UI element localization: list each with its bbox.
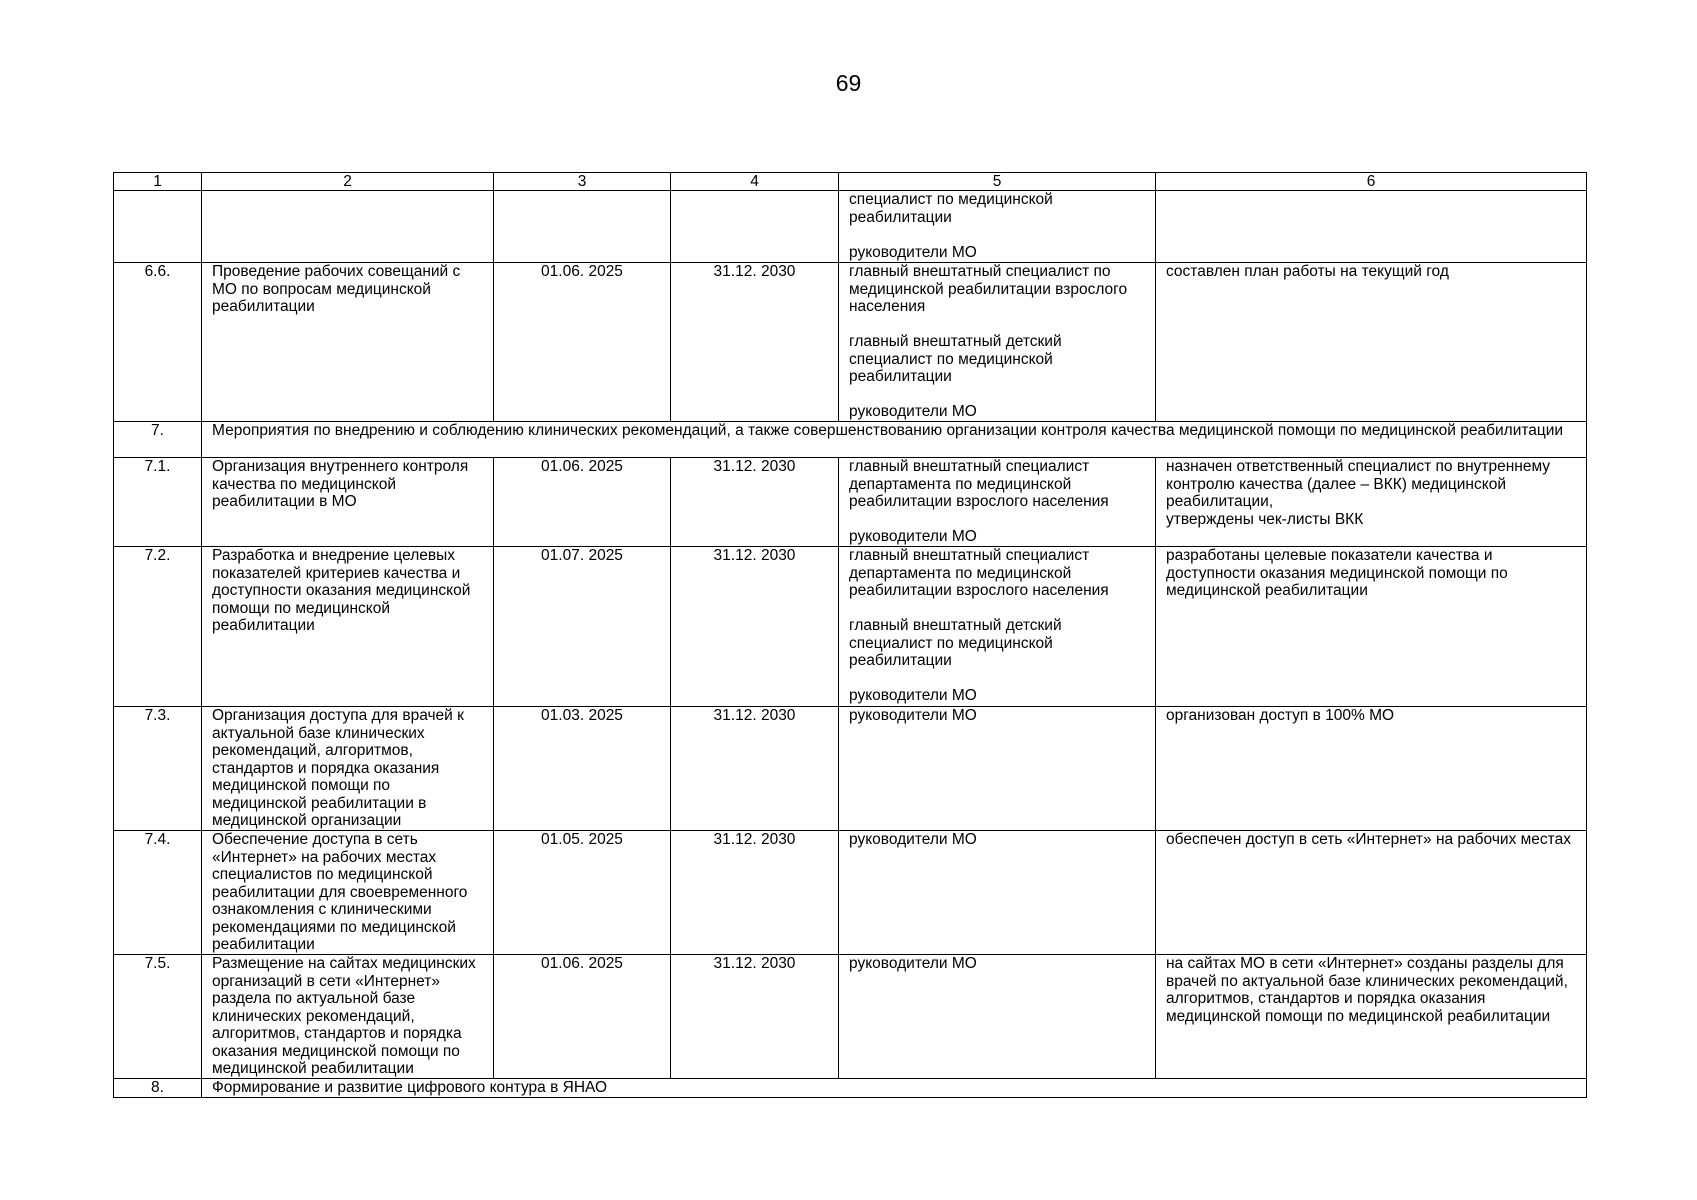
start-date-cell: 01.06. 2025 [494,263,671,422]
table-header-row [114,173,1587,191]
section-row [114,1079,1587,1098]
plan-table [113,172,1587,1098]
activity-cell: Обеспечение доступа в сеть «Интернет» на рабочих местах специалистов по медицинской реабилитации для своевременного ознакомления с клиническими рекомендациями по медицинской реабилитации [202,831,494,955]
start-date-cell: 01.06. 2025 [494,955,671,1079]
activity-cell: Проведение рабочих совещаний с МО по вопросам медицинской реабилитации [202,263,494,422]
row-number: 6.6. [114,263,202,422]
responsible-cell: главный внештатный специалист по медицинской реабилитации взрослого населения главный внештатный детский специалист по медицинской реабилитации руководители МО [839,263,1156,422]
activity-cell: Организация доступа для врачей к актуальной базе клинических рекомендаций, алгоритмов, стандартов и порядка оказания медицинской помощи по медицинской реабилитации в медицинской организации [202,707,494,831]
table-row [114,263,1587,422]
table-row [114,955,1587,1079]
result-cell: составлен план работы на текущий год [1156,263,1587,422]
end-date-cell: 31.12. 2030 [671,547,839,707]
table-row [114,831,1587,955]
activity-cell: Размещение на сайтах медицинских организаций в сети «Интернет» раздела по актуальной базе клинических рекомендаций, алгоритмов, стандартов и порядка оказания медицинской помощи по медицинской реабилитации [202,955,494,1079]
activity-cell: Организация внутреннего контроля качества по медицинской реабилитации в МО [202,458,494,547]
end-date-cell: 31.12. 2030 [671,955,839,1079]
start-date-cell: 01.07. 2025 [494,547,671,707]
activity-cell [202,191,494,263]
responsible-cell: руководители МО [839,707,1156,831]
section-title: Формирование и развитие цифрового контура в ЯНАО [202,1079,1587,1098]
column-header: 5 [839,173,1156,191]
start-date-cell [494,191,671,263]
responsible-cell: специалист по медицинской реабилитации руководители МО [839,191,1156,263]
section-number: 7. [114,422,202,458]
result-cell: назначен ответственный специалист по внутреннему контролю качества (далее – ВКК) медицинской реабилитации, утверждены чек-листы ВКК [1156,458,1587,547]
activity-cell: Разработка и внедрение целевых показателей критериев качества и доступности оказания медицинской помощи по медицинской реабилитации [202,547,494,707]
start-date-cell: 01.06. 2025 [494,458,671,547]
row-number [114,191,202,263]
start-date-cell: 01.05. 2025 [494,831,671,955]
row-number: 7.5. [114,955,202,1079]
table-row [114,547,1587,707]
row-number: 7.3. [114,707,202,831]
end-date-cell: 31.12. 2030 [671,458,839,547]
row-number: 7.1. [114,458,202,547]
column-header: 1 [114,173,202,191]
end-date-cell: 31.12. 2030 [671,263,839,422]
column-header: 6 [1156,173,1587,191]
end-date-cell [671,191,839,263]
responsible-cell: руководители МО [839,831,1156,955]
result-cell [1156,191,1587,263]
start-date-cell: 01.03. 2025 [494,707,671,831]
section-number: 8. [114,1079,202,1098]
end-date-cell: 31.12. 2030 [671,831,839,955]
result-cell: разработаны целевые показатели качества и доступности оказания медицинской помощи по медицинской реабилитации [1156,547,1587,707]
result-cell: обеспечен доступ в сеть «Интернет» на рабочих местах [1156,831,1587,955]
table-row [114,707,1587,831]
section-title: Мероприятия по внедрению и соблюдению клинических рекомендаций, а также совершенствованию организации контроля качества медицинской помощи по медицинской реабилитации [202,422,1587,458]
page-number: 69 [835,70,862,96]
table-row [114,458,1587,547]
responsible-cell: главный внештатный специалист департамента по медицинской реабилитации взрослого населения руководители МО [839,458,1156,547]
table-row [114,191,1587,263]
responsible-cell: главный внештатный специалист департамента по медицинской реабилитации взрослого населения главный внештатный детский специалист по медицинской реабилитации руководители МО [839,547,1156,707]
responsible-cell: руководители МО [839,955,1156,1079]
end-date-cell: 31.12. 2030 [671,707,839,831]
result-cell: организован доступ в 100% МО [1156,707,1587,831]
column-header: 3 [494,173,671,191]
row-number: 7.4. [114,831,202,955]
section-row [114,422,1587,458]
column-header: 4 [671,173,839,191]
row-number: 7.2. [114,547,202,707]
result-cell: на сайтах МО в сети «Интернет» созданы разделы для врачей по актуальной базе клинических рекомендаций, алгоритмов, стандартов и порядка оказания медицинской помощи по медицинской реабилитации [1156,955,1587,1079]
column-header: 2 [202,173,494,191]
